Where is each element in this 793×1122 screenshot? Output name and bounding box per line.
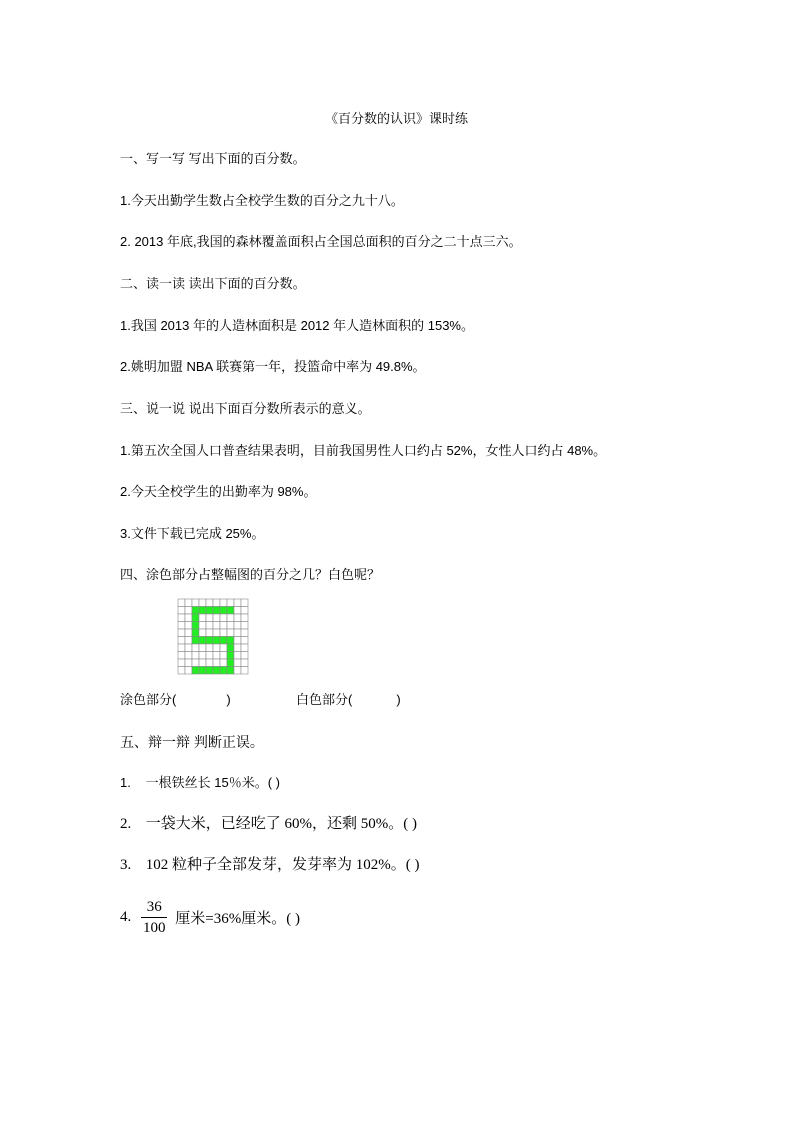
grid-cell-white xyxy=(220,599,227,607)
section-5-item-4 xyxy=(120,898,300,937)
grid-cell-shaded xyxy=(227,659,234,667)
grid-cell-shaded xyxy=(199,667,206,675)
grid-cell-white xyxy=(241,652,248,660)
item-text: 一袋大米，已经吃了 60%，还剩 50%。( ) xyxy=(145,816,417,832)
grid-cell-shaded xyxy=(199,637,206,645)
grid-cell-shaded xyxy=(206,667,213,675)
grid-cell-white xyxy=(178,599,185,607)
grid-cell-shaded xyxy=(227,607,234,615)
grid-cell-shaded xyxy=(227,667,234,675)
grid-cell-white xyxy=(199,629,206,637)
grid-cell-white xyxy=(241,607,248,615)
grid-cell-white xyxy=(185,607,192,615)
grid-cell-white xyxy=(220,622,227,630)
grid-cell-shaded xyxy=(213,667,220,675)
grid-cell-shaded xyxy=(192,667,199,675)
grid-cell-white xyxy=(213,644,220,652)
grid-cell-white xyxy=(192,652,199,660)
section-3-item-1: 1.第五次全国人口普查结果表明，目前我国男性人口约占 52%，女性人口约占 48%。 xyxy=(120,443,607,458)
section-1-item-2: 2. 2013 年底,我国的森林覆盖面积占全国总面积的百分之二十点三六。 xyxy=(120,234,522,249)
grid-cell-shaded xyxy=(206,607,213,615)
grid-cell-shaded xyxy=(213,607,220,615)
grid-cell-white xyxy=(227,614,234,622)
white-answer-blank xyxy=(296,692,401,708)
shaded-label: 涂色部分( xyxy=(120,692,177,707)
grid-cell-white xyxy=(213,622,220,630)
grid-cell-white xyxy=(213,652,220,660)
section-4-heading: 四、涂色部分占整幅图的百分之几？白色呢？ xyxy=(120,567,381,582)
grid-cell-white xyxy=(234,644,241,652)
grid-cell-white xyxy=(220,629,227,637)
white-label: 白色部分( xyxy=(296,692,353,707)
fraction-bar xyxy=(141,917,167,918)
grid-cell-white xyxy=(227,622,234,630)
grid-cell-white xyxy=(192,599,199,607)
item-text: 102 粒种子全部发芽，发芽率为 102%。( ) xyxy=(145,857,420,873)
grid-cell-white xyxy=(185,622,192,630)
grid-cell-white xyxy=(185,637,192,645)
grid-cell-white xyxy=(178,637,185,645)
grid-cell-white xyxy=(185,644,192,652)
grid-cell-white xyxy=(220,659,227,667)
grid-cell-white xyxy=(199,599,206,607)
grid-cell-white xyxy=(234,659,241,667)
grid-cell-white xyxy=(227,629,234,637)
grid-cell-white xyxy=(178,644,185,652)
grid-cell-white xyxy=(241,629,248,637)
grid-cell-white xyxy=(199,659,206,667)
grid-cell-shaded xyxy=(192,614,199,622)
grid-cell-shaded xyxy=(220,607,227,615)
grid-cell-shaded xyxy=(227,637,234,645)
grid-cell-white xyxy=(178,607,185,615)
grid-cell-shaded xyxy=(227,652,234,660)
grid-cell-white xyxy=(178,652,185,660)
grid-cell-white xyxy=(185,629,192,637)
grid-cell-white xyxy=(241,599,248,607)
grid-cell-white xyxy=(234,622,241,630)
grid-cell-white xyxy=(234,599,241,607)
grid-cell-white xyxy=(206,652,213,660)
item-number: 3. xyxy=(120,857,132,873)
grid-cell-white xyxy=(185,614,192,622)
section-2-item-1: 1.我国 2013 年的人造林面积是 2012 年人造林面积的 153%。 xyxy=(120,318,474,333)
grid-cell-white xyxy=(220,652,227,660)
grid-cell-white xyxy=(178,614,185,622)
grid-cell-white xyxy=(213,614,220,622)
item-text: 一根铁丝长 15％米。( ) xyxy=(145,775,280,790)
grid-cell-shaded xyxy=(199,607,206,615)
item-number: 2. xyxy=(120,816,132,832)
item-number: 1. xyxy=(120,775,131,790)
grid-cell-white xyxy=(234,667,241,675)
grid-cell-white xyxy=(241,622,248,630)
grid-cell-white xyxy=(234,614,241,622)
grid-cell-white xyxy=(178,667,185,675)
grid-cell-white xyxy=(241,614,248,622)
grid-cell-shaded xyxy=(192,622,199,630)
grid-cell-white xyxy=(199,652,206,660)
grid-cell-white xyxy=(220,614,227,622)
section-1-item-1: 1.今天出勤学生数占全校学生数的百分之九十八。 xyxy=(120,193,404,208)
section-5-item-2 xyxy=(120,815,417,833)
grid-cell-white xyxy=(213,629,220,637)
grid-cell-shaded xyxy=(227,644,234,652)
grid-cell-white xyxy=(206,659,213,667)
shaded-answer-blank xyxy=(120,692,231,708)
section-5-item-1 xyxy=(120,775,280,791)
shaded-close-paren: ) xyxy=(226,692,231,707)
grid-cell-white xyxy=(220,644,227,652)
grid-cell-white xyxy=(241,637,248,645)
fraction-numerator: 36 xyxy=(146,899,162,915)
grid-cell-shaded xyxy=(213,637,220,645)
item-number: 4. xyxy=(120,909,132,925)
white-close-paren: ) xyxy=(396,692,401,707)
grid-cell-white xyxy=(241,644,248,652)
section-1-heading: 一、写一写 写出下面的百分数。 xyxy=(120,151,306,166)
grid-cell-white xyxy=(199,644,206,652)
grid-cell-white xyxy=(206,614,213,622)
grid-cell-white xyxy=(185,667,192,675)
grid-cell-white xyxy=(241,667,248,675)
grid-cell-white xyxy=(234,607,241,615)
section-3-item-3: 3.文件下载已完成 25%。 xyxy=(120,526,265,541)
grid-cell-shaded xyxy=(220,667,227,675)
grid-cell-white xyxy=(178,622,185,630)
fraction xyxy=(141,898,167,937)
fraction-denominator: 100 xyxy=(143,920,166,936)
grid-cell-white xyxy=(206,629,213,637)
grid-cell-white xyxy=(185,599,192,607)
grid-cell-white xyxy=(178,659,185,667)
grid-cell-white xyxy=(213,659,220,667)
item-text: 厘米=36%厘米。( ) xyxy=(175,911,300,927)
grid-cell-white xyxy=(206,599,213,607)
grid-cell-white xyxy=(192,644,199,652)
grid-cell-white xyxy=(185,659,192,667)
grid-cell-shaded xyxy=(192,637,199,645)
section-2-heading: 二、读一读 读出下面的百分数。 xyxy=(120,276,306,291)
section-3-heading: 三、说一说 说出下面百分数所表示的意义。 xyxy=(120,401,371,416)
grid-cell-white xyxy=(192,659,199,667)
grid-cell-white xyxy=(199,622,206,630)
grid-cell-white xyxy=(234,652,241,660)
grid-cell-white xyxy=(213,599,220,607)
grid-cell-white xyxy=(199,614,206,622)
grid-cell-white xyxy=(206,622,213,630)
grid-cell-shaded xyxy=(192,629,199,637)
grid-cell-white xyxy=(234,637,241,645)
grid-cell-white xyxy=(241,659,248,667)
grid-cell-white xyxy=(206,644,213,652)
grid-cell-shaded xyxy=(192,607,199,615)
grid-cell-white xyxy=(227,599,234,607)
section-2-item-2: 2.姚明加盟 NBA 联赛第一年，投篮命中率为 49.8%。 xyxy=(120,359,426,374)
page-title: 《百分数的认识》课时练 xyxy=(324,111,468,126)
grid-cell-white xyxy=(185,652,192,660)
grid-cell-shaded xyxy=(220,637,227,645)
grid-cell-white xyxy=(234,629,241,637)
section-5-heading: 五、辩一辩 判断正误。 xyxy=(120,734,264,750)
section-5-item-3 xyxy=(120,856,420,874)
shaded-grid-figure xyxy=(177,598,249,675)
section-3-item-2: 2.今天全校学生的出勤率为 98%。 xyxy=(120,484,317,499)
grid-cell-white xyxy=(178,629,185,637)
grid-cell-shaded xyxy=(206,637,213,645)
